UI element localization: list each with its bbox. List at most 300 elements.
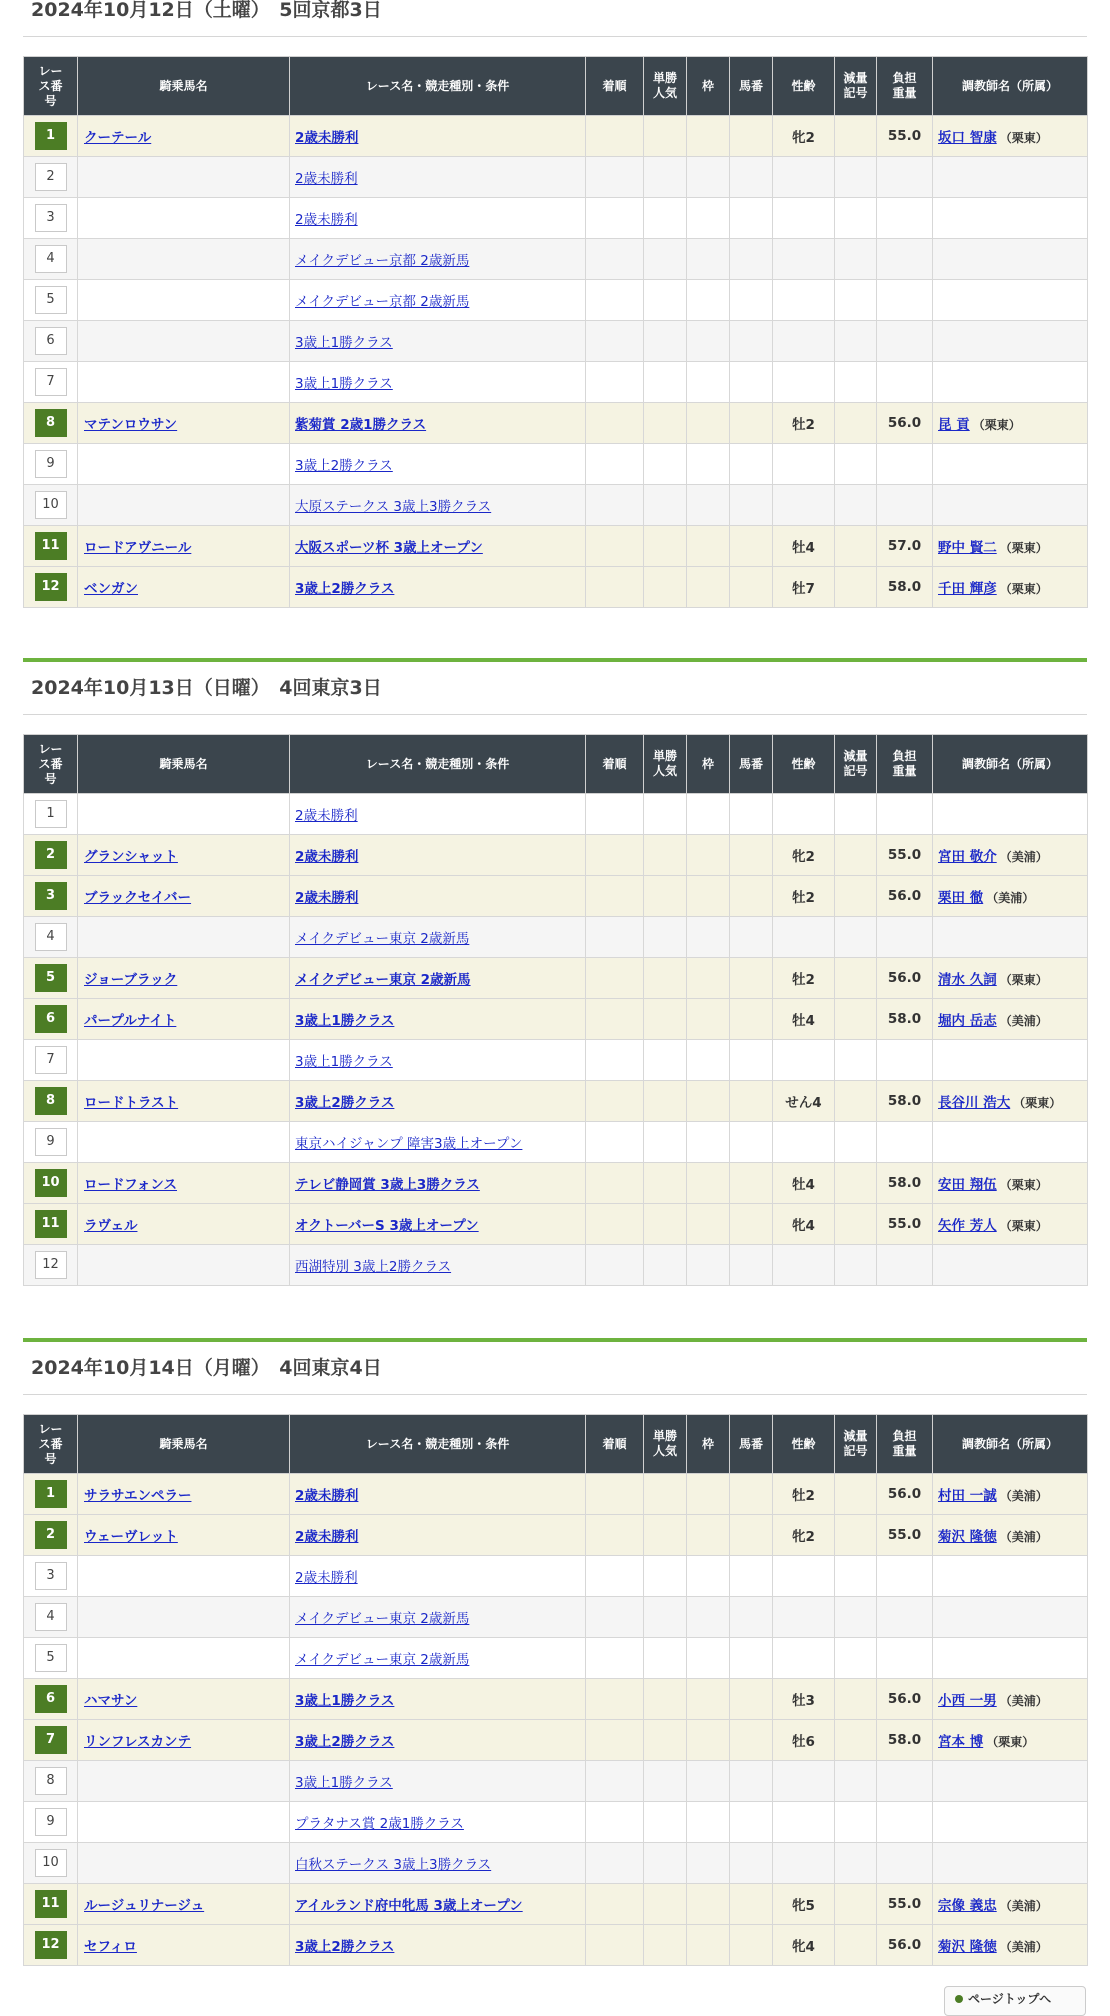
popularity-cell (644, 239, 687, 280)
weight-cell (877, 485, 933, 526)
section-divider (23, 658, 1087, 662)
race-number-cell (24, 1597, 78, 1638)
trainer-link[interactable]: 菊沢 隆徳 (938, 1529, 997, 1545)
race-link[interactable]: メイクデビュー京都 2歳新馬 (295, 294, 470, 310)
finish-cell (586, 1515, 644, 1556)
trainer-link[interactable]: 清水 久詞 (938, 972, 997, 988)
horse-link[interactable]: ブラックセイバー (84, 890, 192, 906)
horse-link[interactable]: クーテール (84, 130, 152, 146)
horse-cell (78, 1679, 290, 1720)
header-row (24, 57, 1088, 116)
race-link[interactable]: 白秋ステークス 3歳上3勝クラス (295, 1857, 492, 1873)
sex-age-cell (773, 485, 835, 526)
race-link[interactable]: メイクデビュー東京 2歳新馬 (295, 1652, 470, 1668)
page-top-label: ページトップへ (968, 1992, 1052, 2006)
page-top-button[interactable] (944, 1986, 1086, 2016)
umaban-cell (730, 239, 773, 280)
popularity-header-label: 単勝人気 (652, 1429, 677, 1458)
horse-link[interactable]: ジョーブラック (84, 972, 178, 988)
race-number-cell (24, 999, 78, 1040)
weight-cell (877, 1802, 933, 1843)
race-cell (290, 567, 586, 608)
race-cell (290, 1081, 586, 1122)
horse-link[interactable]: ウェーヴレット (84, 1529, 178, 1545)
trainer-link[interactable]: 野中 賢二 (938, 540, 997, 556)
horse-cell (78, 917, 290, 958)
horse-link[interactable]: ハマサン (84, 1693, 138, 1709)
race-cell (290, 1122, 586, 1163)
popularity-cell (644, 1204, 687, 1245)
race-number-cell (24, 876, 78, 917)
race-number-badge: 3 (35, 882, 67, 910)
date-title: 2024年10月13日（日曜） 4回東京3日 (23, 678, 1087, 715)
race-cell (290, 1638, 586, 1679)
horse-cell (78, 1761, 290, 1802)
trainer-cell (933, 116, 1088, 157)
sex-age-cell (773, 1122, 835, 1163)
race-number-badge: 4 (35, 245, 67, 273)
umaban-cell (730, 444, 773, 485)
horse-link[interactable]: パープルナイト (84, 1013, 177, 1029)
horse-cell (78, 1843, 290, 1884)
sex-age-cell: 牡2 (773, 958, 835, 999)
sex-age-cell (773, 1597, 835, 1638)
table-row (24, 1720, 1088, 1761)
trainer-link[interactable]: 矢作 芳人 (938, 1218, 997, 1234)
trainer-link[interactable]: 村田 一誠 (938, 1488, 997, 1504)
race-cell (290, 1802, 586, 1843)
race-number-badge: 12 (35, 1251, 67, 1279)
umaban-cell (730, 1761, 773, 1802)
race-cell (290, 157, 586, 198)
weight-cell: 58.0 (877, 999, 933, 1040)
horse-cell (78, 116, 290, 157)
umaban-cell (730, 1802, 773, 1843)
umaban-header-label: 馬番 (738, 1436, 763, 1451)
race-cell (290, 239, 586, 280)
trainer-link[interactable]: 千田 輝彦 (938, 581, 997, 597)
sex-age-cell (773, 1245, 835, 1286)
race-link[interactable]: 3歳上2勝クラス (295, 1734, 395, 1750)
umaban-cell (730, 1474, 773, 1515)
table-row (24, 444, 1088, 485)
finish-cell (586, 1679, 644, 1720)
waku-cell (687, 1843, 730, 1884)
horse-link[interactable]: ロードトラスト (84, 1095, 179, 1111)
trainer-cell (933, 1515, 1088, 1556)
waku-cell (687, 1679, 730, 1720)
popularity-cell (644, 116, 687, 157)
race-number-cell (24, 1925, 78, 1966)
popularity-cell (644, 1679, 687, 1720)
weight-mark-cell (835, 362, 877, 403)
table-row (24, 1556, 1088, 1597)
race-number-badge: 5 (35, 286, 67, 314)
trainer-header (933, 1415, 1088, 1474)
umaban-cell (730, 1122, 773, 1163)
umaban-header (730, 57, 773, 116)
horse-header (78, 57, 290, 116)
trainer-cell (933, 1163, 1088, 1204)
race-cell (290, 403, 586, 444)
table-row (24, 1761, 1088, 1802)
race-number-cell (24, 1638, 78, 1679)
horse-link[interactable]: ロードフォンス (84, 1177, 178, 1193)
popularity-header (644, 735, 687, 794)
race-link[interactable]: 3歳上1勝クラス (295, 335, 393, 351)
race-cell (290, 1040, 586, 1081)
race-link[interactable]: 3歳上2勝クラス (295, 1095, 395, 1111)
popularity-cell (644, 1843, 687, 1884)
finish-cell (586, 157, 644, 198)
race-number-badge: 1 (35, 800, 67, 828)
race-link[interactable]: 3歳上1勝クラス (295, 376, 393, 392)
table-row (24, 239, 1088, 280)
race-number-badge: 1 (35, 122, 67, 150)
sex-age-cell: 牡6 (773, 1720, 835, 1761)
weight-cell: 56.0 (877, 876, 933, 917)
popularity-cell (644, 1122, 687, 1163)
weight-mark-cell (835, 444, 877, 485)
waku-cell (687, 1122, 730, 1163)
umaban-cell (730, 567, 773, 608)
sex-age-cell (773, 794, 835, 835)
waku-cell (687, 239, 730, 280)
race-number-cell (24, 485, 78, 526)
waku-cell (687, 1245, 730, 1286)
date-title: 2024年10月14日（月曜） 4回東京4日 (23, 1358, 1087, 1395)
race-no-header-label: レース番号 (38, 63, 63, 108)
race-link[interactable]: 3歳上1勝クラス (295, 1693, 395, 1709)
umaban-cell (730, 116, 773, 157)
weight-mark-cell (835, 239, 877, 280)
race-number-cell (24, 239, 78, 280)
popularity-cell (644, 1163, 687, 1204)
race-number-badge: 9 (35, 1128, 67, 1156)
table-row (24, 1040, 1088, 1081)
waku-cell (687, 526, 730, 567)
horse-cell (78, 958, 290, 999)
umaban-cell (730, 1204, 773, 1245)
header-row (24, 735, 1088, 794)
race-link[interactable]: 東京ハイジャンプ 障害3歳上オープン (295, 1136, 523, 1152)
table-row (24, 567, 1088, 608)
trainer-cell (933, 1802, 1088, 1843)
weight-mark-cell (835, 1081, 877, 1122)
sex-age-cell: 牡2 (773, 403, 835, 444)
trainer-cell (933, 198, 1088, 239)
weight-mark-cell (835, 526, 877, 567)
trainer-affiliation: （栗東） (986, 1735, 1035, 1749)
trainer-link[interactable]: 栗田 徹 (938, 890, 984, 906)
umaban-cell (730, 999, 773, 1040)
trainer-link[interactable]: 安田 翔伍 (938, 1177, 997, 1193)
horse-cell (78, 1122, 290, 1163)
weight-mark-cell (835, 1597, 877, 1638)
waku-cell (687, 485, 730, 526)
race-cell (290, 1245, 586, 1286)
trainer-cell (933, 362, 1088, 403)
race-link[interactable]: 大阪スポーツ杯 3歳上オープン (295, 540, 483, 556)
finish-cell (586, 999, 644, 1040)
race-link[interactable]: 2歳未勝利 (295, 1529, 359, 1545)
trainer-link[interactable]: 宮本 博 (938, 1734, 984, 1750)
waku-header-label: 枠 (701, 756, 714, 771)
race-cell (290, 1556, 586, 1597)
trainer-affiliation: （栗東） (999, 1219, 1048, 1233)
sex-age-cell: 牡2 (773, 1474, 835, 1515)
sex-age-cell: 牡3 (773, 1679, 835, 1720)
weight-cell (877, 321, 933, 362)
finish-cell (586, 1163, 644, 1204)
waku-cell (687, 1925, 730, 1966)
weight-mark-cell (835, 403, 877, 444)
horse-cell (78, 1163, 290, 1204)
trainer-cell (933, 1843, 1088, 1884)
finish-header-label: 着順 (602, 1436, 627, 1451)
horse-link[interactable]: サラサエンペラー (84, 1488, 192, 1504)
race-number-badge: 3 (35, 1562, 67, 1590)
horse-link[interactable]: グランシャット (84, 849, 178, 865)
race-number-cell (24, 1081, 78, 1122)
popularity-cell (644, 1245, 687, 1286)
horse-cell (78, 239, 290, 280)
race-cell (290, 116, 586, 157)
trainer-cell (933, 1597, 1088, 1638)
trainer-cell (933, 526, 1088, 567)
trainer-cell (933, 1884, 1088, 1925)
popularity-cell (644, 567, 687, 608)
weight-mark-cell (835, 1638, 877, 1679)
trainer-link[interactable]: 宮田 敬介 (938, 849, 997, 865)
race-link[interactable]: メイクデビュー東京 2歳新馬 (295, 1611, 470, 1627)
race-number-badge: 2 (35, 163, 67, 191)
horse-link[interactable]: ルージュリナージュ (84, 1898, 205, 1914)
trainer-link[interactable]: 菊沢 隆徳 (938, 1939, 997, 1955)
horse-cell (78, 321, 290, 362)
race-link[interactable]: テレビ静岡賞 3歳上3勝クラス (295, 1177, 480, 1193)
weight-mark-cell (835, 876, 877, 917)
popularity-cell (644, 1761, 687, 1802)
race-header-label: レース名・競走種別・条件 (365, 1436, 510, 1451)
horse-cell (78, 1884, 290, 1925)
trainer-link[interactable]: 坂口 智康 (938, 130, 997, 146)
weight-cell (877, 280, 933, 321)
popularity-cell (644, 403, 687, 444)
sex-age-cell: 牡4 (773, 526, 835, 567)
race-header (290, 1415, 586, 1474)
finish-cell (586, 1081, 644, 1122)
race-number-badge: 7 (35, 1726, 67, 1754)
race-link[interactable]: オクトーバーS 3歳上オープン (295, 1218, 479, 1234)
waku-cell (687, 1720, 730, 1761)
race-link[interactable]: 紫菊賞 2歳1勝クラス (295, 417, 427, 433)
popularity-cell (644, 794, 687, 835)
popularity-cell (644, 1556, 687, 1597)
horse-link[interactable]: マテンロウサン (84, 417, 178, 433)
weight-mark-cell (835, 1720, 877, 1761)
table-row (24, 917, 1088, 958)
weight-cell: 55.0 (877, 116, 933, 157)
finish-cell (586, 239, 644, 280)
finish-cell (586, 835, 644, 876)
race-number-cell (24, 958, 78, 999)
race-number-cell (24, 157, 78, 198)
sex-age-cell: 牡2 (773, 876, 835, 917)
race-link[interactable]: 3歳上1勝クラス (295, 1054, 393, 1070)
weight-mark-cell (835, 1884, 877, 1925)
table-row (24, 198, 1088, 239)
sex-age-cell (773, 1802, 835, 1843)
race-number-badge: 12 (35, 1931, 67, 1959)
trainer-cell (933, 917, 1088, 958)
race-link[interactable]: 2歳未勝利 (295, 171, 358, 187)
finish-header (586, 1415, 644, 1474)
race-link[interactable]: メイクデビュー京都 2歳新馬 (295, 253, 470, 269)
sex-age-cell (773, 1040, 835, 1081)
weight-header (877, 735, 933, 794)
sex-age-cell (773, 1843, 835, 1884)
horse-cell (78, 444, 290, 485)
horse-link[interactable]: ロードアヴニール (84, 540, 192, 556)
race-cell (290, 1474, 586, 1515)
race-cell (290, 280, 586, 321)
trainer-cell (933, 1245, 1088, 1286)
race-number-badge: 9 (35, 450, 67, 478)
weight-cell (877, 1638, 933, 1679)
finish-cell (586, 444, 644, 485)
weight-cell (877, 1122, 933, 1163)
popularity-cell (644, 280, 687, 321)
weight-cell: 56.0 (877, 958, 933, 999)
race-link[interactable]: 2歳未勝利 (295, 808, 358, 824)
waku-cell (687, 1474, 730, 1515)
finish-cell (586, 403, 644, 444)
finish-cell (586, 116, 644, 157)
horse-link[interactable]: ベンガン (84, 581, 138, 597)
finish-cell (586, 1720, 644, 1761)
finish-cell (586, 917, 644, 958)
race-link[interactable]: プラタナス賞 2歳1勝クラス (295, 1816, 464, 1832)
race-link[interactable]: 2歳未勝利 (295, 1488, 359, 1504)
race-link[interactable]: 大原ステークス 3歳上3勝クラス (295, 499, 492, 515)
race-number-badge: 6 (35, 327, 67, 355)
popularity-cell (644, 321, 687, 362)
weight-cell (877, 444, 933, 485)
race-link[interactable]: 2歳未勝利 (295, 890, 359, 906)
umaban-cell (730, 917, 773, 958)
race-number-cell (24, 116, 78, 157)
race-link[interactable]: メイクデビュー東京 2歳新馬 (295, 972, 471, 988)
trainer-link[interactable]: 小西 一男 (938, 1693, 997, 1709)
table-row (24, 1802, 1088, 1843)
race-link[interactable]: 2歳未勝利 (295, 1570, 358, 1586)
race-header (290, 735, 586, 794)
horse-cell (78, 1638, 290, 1679)
race-link[interactable]: 3歳上2勝クラス (295, 1939, 395, 1955)
weight-mark-cell (835, 485, 877, 526)
umaban-cell (730, 1679, 773, 1720)
waku-cell (687, 1597, 730, 1638)
horse-link[interactable]: ラヴェル (84, 1218, 138, 1234)
finish-cell (586, 794, 644, 835)
race-link[interactable]: 2歳未勝利 (295, 849, 359, 865)
horse-link[interactable]: セフィロ (84, 1939, 137, 1955)
horse-cell (78, 403, 290, 444)
finish-header (586, 735, 644, 794)
weight-header (877, 57, 933, 116)
weight-mark-header (835, 735, 877, 794)
finish-cell (586, 526, 644, 567)
weight-cell (877, 794, 933, 835)
race-link[interactable]: 3歳上2勝クラス (295, 458, 393, 474)
race-number-cell (24, 362, 78, 403)
horse-cell (78, 567, 290, 608)
horse-link[interactable]: リンフレスカンテ (84, 1734, 192, 1750)
trainer-cell (933, 999, 1088, 1040)
race-cell (290, 1163, 586, 1204)
trainer-cell (933, 1204, 1088, 1245)
race-link[interactable]: アイルランド府中牝馬 3歳上オープン (295, 1898, 523, 1914)
umaban-cell (730, 1843, 773, 1884)
table-row (24, 1884, 1088, 1925)
waku-cell (687, 321, 730, 362)
race-cell (290, 1679, 586, 1720)
race-cell (290, 1884, 586, 1925)
trainer-link[interactable]: 堀内 岳志 (938, 1013, 997, 1029)
finish-cell (586, 1040, 644, 1081)
race-cell (290, 835, 586, 876)
race-number-cell (24, 444, 78, 485)
horse-cell (78, 1040, 290, 1081)
sex-age-cell: 牡4 (773, 999, 835, 1040)
trainer-cell (933, 280, 1088, 321)
table-row (24, 116, 1088, 157)
popularity-cell (644, 1925, 687, 1966)
weight-header-label: 負担重量 (892, 749, 917, 778)
weight-mark-cell (835, 280, 877, 321)
trainer-link[interactable]: 宗像 義忠 (938, 1898, 997, 1914)
race-link[interactable]: 3歳上1勝クラス (295, 1013, 395, 1029)
weight-header (877, 1415, 933, 1474)
trainer-cell (933, 1638, 1088, 1679)
race-number-badge: 11 (35, 1890, 67, 1918)
sex-age-header-label: 性齢 (791, 78, 816, 93)
trainer-affiliation: （美浦） (999, 1694, 1048, 1708)
waku-cell (687, 999, 730, 1040)
horse-cell (78, 1474, 290, 1515)
trainer-cell (933, 239, 1088, 280)
trainer-affiliation: （栗東） (972, 418, 1021, 432)
race-link[interactable]: 3歳上2勝クラス (295, 581, 395, 597)
table-row (24, 280, 1088, 321)
trainer-link[interactable]: 昆 貢 (938, 417, 970, 433)
race-link[interactable]: 3歳上1勝クラス (295, 1775, 393, 1791)
trainer-affiliation: （栗東） (999, 582, 1048, 596)
weight-mark-header (835, 57, 877, 116)
weight-cell (877, 1597, 933, 1638)
race-link[interactable]: 西湖特別 3歳上2勝クラス (295, 1259, 452, 1275)
race-link[interactable]: メイクデビュー東京 2歳新馬 (295, 931, 470, 947)
sex-age-cell (773, 280, 835, 321)
race-link[interactable]: 2歳未勝利 (295, 212, 358, 228)
race-number-badge: 7 (35, 1046, 67, 1074)
race-link[interactable]: 2歳未勝利 (295, 130, 359, 146)
race-number-cell (24, 1720, 78, 1761)
race-number-cell (24, 198, 78, 239)
trainer-link[interactable]: 長谷川 浩大 (938, 1095, 1011, 1111)
table-row (24, 1515, 1088, 1556)
